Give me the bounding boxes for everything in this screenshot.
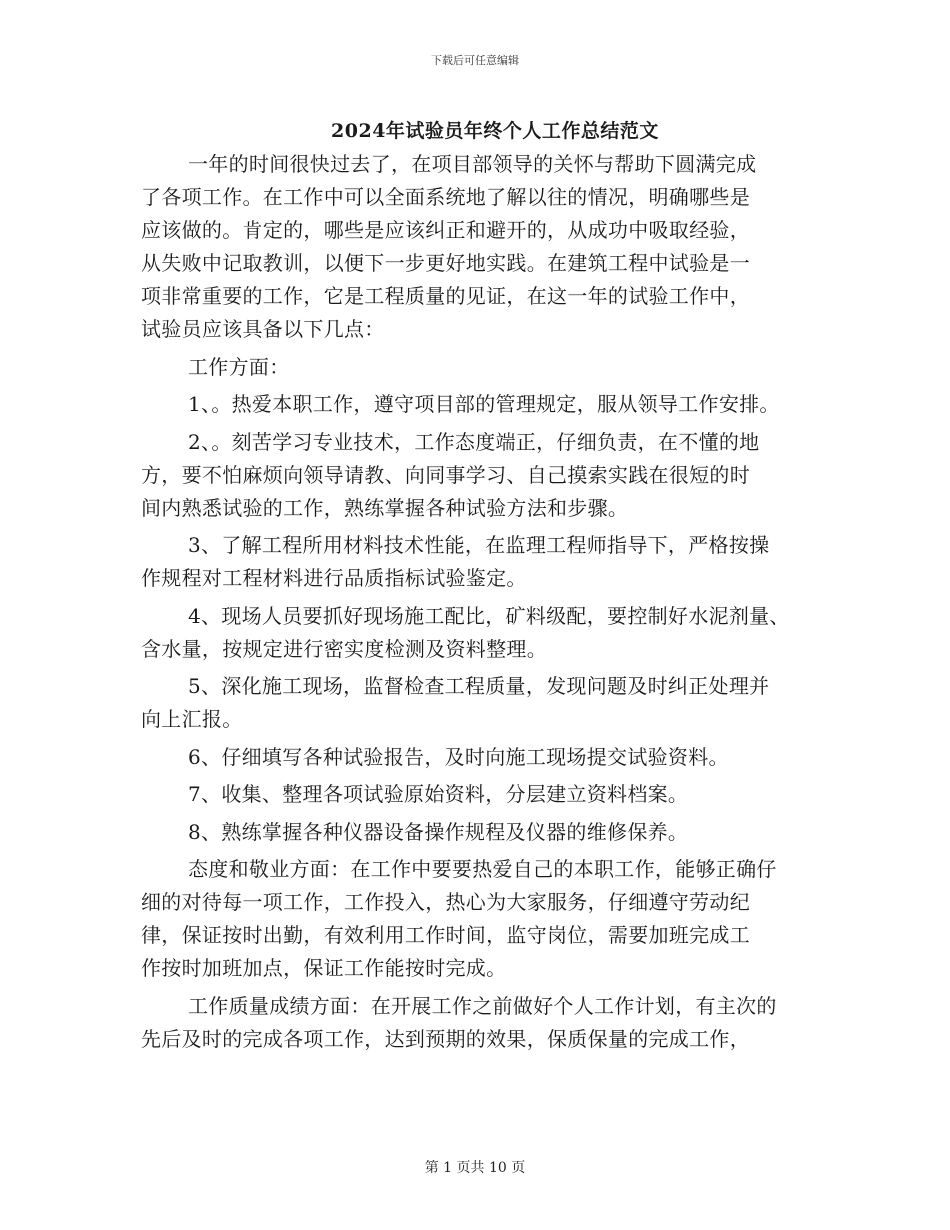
body-line: 5、深化施工现场，监督检查工程质量，发现问题及时纠正处理并 <box>188 674 770 698</box>
body-line: 7、收集、整理各项试验原始资料，分层建立资料档案。 <box>188 782 689 806</box>
body-line: 试验员应该具备以下几点： <box>141 317 385 341</box>
body-line: 先后及时的完成各项工作，达到预期的效果，保质保量的完成工作， <box>141 1026 750 1051</box>
body-line: 作按时加班加点，保证工作能按时完成。 <box>141 956 507 980</box>
body-line: 2、。刻苦学习专业技术，工作态度端正，仔细负责，在不懂的地 <box>188 429 760 454</box>
body-line: 律，保证按时出勤，有效利用工作时间，监守岗位，需要加班完成工 <box>141 923 750 947</box>
document-title: 2024年试验员年终个人工作总结范文 <box>331 120 659 142</box>
body-line: 向上汇报。 <box>141 707 243 731</box>
body-line: 6、仔细填写各种试验报告，及时向施工现场提交试验资料。 <box>188 744 729 769</box>
body-line: 态度和敬业方面：在工作中要要热爱自己的本职工作，能够正确仔 <box>188 857 777 881</box>
header-note: 下载后可任意编辑 <box>431 54 519 67</box>
body-line: 工作方面： <box>188 354 290 379</box>
body-line: 间内熟悉试验的工作，熟练掌握各种试验方法和步骤。 <box>141 495 629 520</box>
body-line: 含水量，按规定进行密实度检测及资料整理。 <box>141 636 547 661</box>
body-line: 从失败中记取教训，以便下一步更好地实践。在建筑工程中试验是一 <box>141 251 750 275</box>
body-line: 1、。热爱本职工作，遵守项目部的管理规定，服从领导工作安排。 <box>188 392 780 416</box>
body-line: 细的对待每一项工作，工作投入，热心为大家服务，仔细遵守劳动纪 <box>141 890 750 914</box>
body-line: 方，要不怕麻烦向领导请教、向同事学习、自己摸索实践在很短的时 <box>141 462 750 487</box>
body-line: 作规程对工程材料进行品质指标试验鉴定。 <box>141 566 527 590</box>
body-line: 3、了解工程所用材料技术性能，在监理工程师指导下，严格按操 <box>188 533 770 557</box>
body-line: 8、熟练掌握各种仪器设备操作规程及仪器的维修保养。 <box>188 819 689 844</box>
document-body <box>141 150 831 1058</box>
page-footer: 第 1 页共 10 页 <box>424 1160 526 1176</box>
body-line: 应该做的。肯定的，哪些是应该纠正和避开的，从成功中吸取经验， <box>141 218 750 242</box>
body-line: 4、现场人员要抓好现场施工配比，矿料级配，要控制好水泥剂量、 <box>188 603 790 628</box>
body-line: 工作质量成绩方面：在开展工作之前做好个人工作计划，有主次的 <box>188 993 777 1018</box>
body-line: 一年的时间很快过去了，在项目部领导的关怀与帮助下圆满完成 <box>188 152 757 176</box>
body-line: 了各项工作。在工作中可以全面系统地了解以往的情况，明确哪些是 <box>141 185 750 209</box>
body-line: 项非常重要的工作，它是工程质量的见证，在这一年的试验工作中， <box>141 284 750 308</box>
